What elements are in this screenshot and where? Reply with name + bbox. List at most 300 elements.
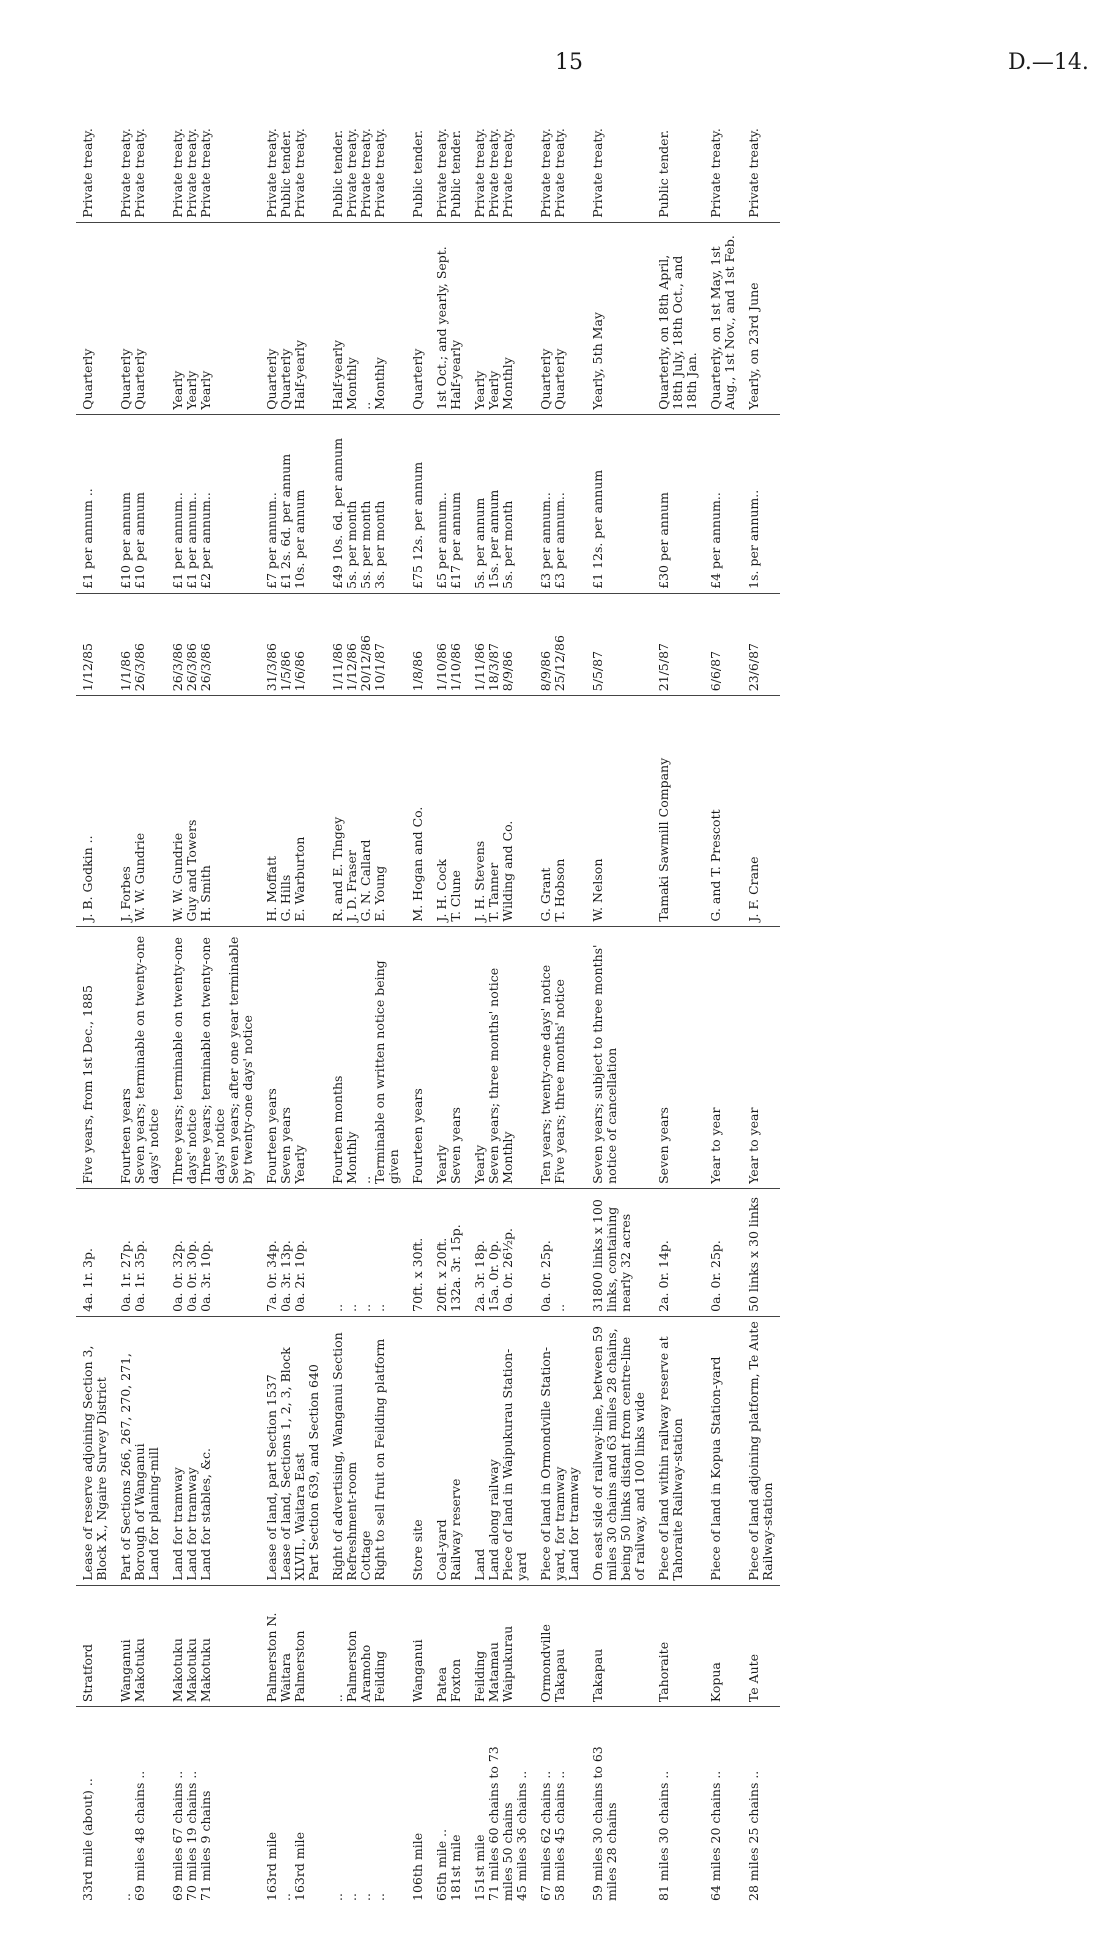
disposal-cell (652, 75, 704, 222)
rent-cell (742, 414, 780, 593)
term-cell-line: Monthly (500, 1131, 515, 1184)
rent-cell-line: £3 per annum.. (538, 492, 553, 589)
term-cell-line: Yearly (472, 1144, 487, 1184)
lessee-cell-line: T. Hobson (552, 858, 567, 922)
disposal-cell (326, 75, 406, 222)
location-cell-line: 64 miles 20 chains .. (708, 1770, 723, 1901)
date-cell (166, 593, 260, 695)
payment-cell (534, 222, 586, 414)
location-cell-line: 71 miles 9 chains (198, 1790, 213, 1901)
lessee-cell (468, 696, 534, 926)
lessee-cell-line: G. Grant (538, 867, 553, 922)
rent-cell-line: £2 per annum.. (198, 492, 213, 589)
location-cell (260, 1707, 326, 1905)
disposal-cell-line: Private treaty. (372, 128, 387, 218)
area-cell-line: 20ft. x 20ft. (434, 1237, 449, 1312)
area-cell-line: 0a. 0r. 25p. (538, 1240, 553, 1312)
date-cell-line: 1/12/86 (344, 643, 359, 692)
rent-cell (586, 414, 652, 593)
term-cell (114, 926, 166, 1188)
disposal-cell-line: Private treaty. (708, 128, 723, 218)
rent-cell-line: 5s. per month (344, 500, 359, 589)
description-cell (534, 1316, 586, 1585)
lessee-cell-line: Wilding and Co. (500, 820, 515, 922)
lessee-cell (534, 696, 586, 926)
lessee-cell (430, 696, 468, 926)
description-cell-line: Piece of land within railway reserve at Tahoraite Railway-station (656, 1336, 685, 1581)
rent-cell-line: 10s. per annum (292, 489, 307, 589)
area-cell (586, 1188, 652, 1316)
table-row (76, 75, 114, 1905)
payment-cell (260, 222, 326, 414)
lessee-cell-line: J. F. Crane (746, 856, 761, 922)
location-cell-line: .. (118, 1893, 133, 1901)
description-cell (430, 1316, 468, 1585)
lessee-cell (326, 696, 406, 926)
rent-cell-line: 3s. per month (372, 500, 387, 589)
payment-cell-line: Half-yearly (330, 339, 345, 410)
disposal-cell (704, 75, 742, 222)
station-cell-line: Palmerston (292, 1630, 307, 1703)
payment-cell-line: Quarterly (80, 348, 95, 410)
date-cell-line: 1/1/86 (118, 650, 133, 692)
table-row (742, 75, 780, 1905)
area-cell-line: 70ft. x 30ft. (410, 1237, 425, 1312)
lessee-cell (704, 696, 742, 926)
payment-cell-line: Half-yearly (292, 339, 307, 410)
disposal-cell (534, 75, 586, 222)
location-cell-line: 151st mile (472, 1834, 487, 1901)
table-row (468, 75, 534, 1905)
station-cell-line: Foxton (448, 1658, 463, 1703)
area-cell-line: 50 links x 30 links (746, 1197, 761, 1312)
location-cell (326, 1707, 406, 1905)
station-cell-line: Feilding (472, 1650, 487, 1703)
payment-cell (166, 222, 260, 414)
description-cell-line: Land for tramway (184, 1467, 199, 1581)
disposal-cell (260, 75, 326, 222)
location-cell (76, 1707, 114, 1905)
date-cell-line: 1/10/86 (448, 643, 463, 692)
disposal-cell-line: Public tender. (410, 129, 425, 218)
location-cell-line: 33rd mile (about) .. (80, 1778, 95, 1901)
date-cell-line: 1/11/86 (472, 643, 487, 692)
disposal-cell (586, 75, 652, 222)
area-cell (260, 1188, 326, 1316)
location-cell (534, 1707, 586, 1905)
table-body (76, 75, 780, 1905)
lessee-cell (114, 696, 166, 926)
area-cell-line: 0a. 2r. 10p. (292, 1240, 307, 1312)
rent-cell-line: £4 per annum.. (708, 492, 723, 589)
lessee-cell (652, 696, 704, 926)
date-cell (326, 593, 406, 695)
payment-cell-line: Quarterly (278, 348, 293, 410)
payment-cell-line: Monthly (344, 357, 359, 410)
disposal-cell-line: Private treaty. (132, 128, 147, 218)
term-cell-line: Seven years; terminable on twenty-one days' notice (132, 935, 161, 1184)
area-cell-line: 0a. 0r. 25p. (708, 1240, 723, 1312)
payment-cell (586, 222, 652, 414)
area-cell-line: 0a. 1r. 27p. (118, 1240, 133, 1312)
location-cell-line: .. (330, 1893, 345, 1901)
rent-cell (468, 414, 534, 593)
description-cell (166, 1316, 260, 1585)
term-cell (586, 926, 652, 1188)
description-cell-line: Land for planing-mill (146, 1447, 161, 1581)
disposal-cell-line: Private treaty. (292, 128, 307, 218)
term-cell-line: Seven years; after one year terminable by twenty-one days' notice (226, 936, 255, 1184)
disposal-cell-line: Private treaty. (538, 128, 553, 218)
page-reference: D.—14. (1008, 50, 1089, 75)
term-cell (652, 926, 704, 1188)
location-cell (406, 1707, 430, 1905)
date-cell (406, 593, 430, 695)
term-cell-line: Seven years; subject to three months' notice of cancellation (590, 944, 619, 1184)
rent-cell-line: 5s. per annum (472, 497, 487, 589)
table-row (652, 75, 704, 1905)
lessee-cell-line: T. Clune (448, 870, 463, 922)
term-cell-line: Seven years (278, 1107, 293, 1184)
page-number: 15 (555, 50, 583, 75)
station-cell (430, 1585, 468, 1707)
rent-cell-line: £49 10s. 6d. per annum (330, 438, 345, 589)
rent-cell-line: 5s. per month (358, 500, 373, 589)
date-cell-line: 25/12/86 (552, 635, 567, 692)
description-cell-line: Lease of land, part Section 1537 (264, 1374, 279, 1581)
term-cell-line: Three years; terminable on twenty-one days' notice (170, 937, 199, 1184)
lessee-cell-line: Guy and Towers (184, 819, 199, 922)
lessee-cell-line: E. Young (372, 865, 387, 922)
disposal-cell-line: Private treaty. (264, 128, 279, 218)
payment-cell-line: Half-yearly (448, 339, 463, 410)
date-cell (704, 593, 742, 695)
location-cell-line: 106th mile (410, 1832, 425, 1901)
location-cell-line: 163rd mile (292, 1831, 307, 1901)
station-cell-line: Makotuku (184, 1638, 199, 1703)
date-cell-line: 26/3/86 (170, 643, 185, 692)
station-cell (468, 1585, 534, 1707)
date-cell-line: 21/5/87 (656, 643, 671, 692)
description-cell-line: Railway reserve (448, 1478, 463, 1581)
area-cell-line: 0a. 3r. 13p. (278, 1240, 293, 1312)
term-cell-line: Ten years; twenty-one days' notice (538, 964, 553, 1184)
rent-cell-line: 1s. per annum.. (746, 489, 761, 589)
term-cell-line: Five years; three months' notice (552, 979, 567, 1184)
description-cell-line: Lease of reserve adjoining Section 3, Block X., Ngaire Survey District (80, 1345, 109, 1581)
term-cell (406, 926, 430, 1188)
location-cell (742, 1707, 780, 1905)
lessee-cell-line: M. Hogan and Co. (410, 806, 425, 922)
rotated-table-container (76, 75, 1112, 1905)
station-cell-line: .. (330, 1694, 345, 1703)
description-cell-line: Lease of land, Sections 1, 2, 3, Block XLVII., Waitara East (278, 1347, 307, 1581)
description-cell-line: Land for tramway (170, 1467, 185, 1581)
disposal-cell (742, 75, 780, 222)
date-cell-line: 26/3/86 (132, 643, 147, 692)
station-cell-line: Tahoraite (656, 1641, 671, 1703)
table-row (586, 75, 652, 1905)
disposal-cell-line: Private treaty. (80, 128, 95, 218)
payment-cell (114, 222, 166, 414)
term-cell-line: Fourteen years (118, 1088, 133, 1184)
area-cell (742, 1188, 780, 1316)
disposal-cell-line: Private treaty. (170, 128, 185, 218)
area-cell-line: 4a. 1r. 3p. (80, 1248, 95, 1312)
lessee-cell-line: E. Warburton (292, 836, 307, 922)
term-cell-line: Three years; terminable on twenty-one days' notice (198, 937, 227, 1184)
rent-cell (406, 414, 430, 593)
rent-cell-line: £1 per annum .. (80, 488, 95, 589)
payment-cell (406, 222, 430, 414)
term-cell (534, 926, 586, 1188)
location-cell-line: 28 miles 25 chains .. (746, 1770, 761, 1901)
term-cell-line: Terminable on written notice being given (372, 960, 401, 1184)
description-cell-line: Refreshment-room (344, 1461, 359, 1581)
disposal-cell (166, 75, 260, 222)
payment-cell-line: Quarterly (118, 348, 133, 410)
term-cell (260, 926, 326, 1188)
term-cell-line: Yearly (434, 1144, 449, 1184)
location-cell (586, 1707, 652, 1905)
disposal-cell-line: Private treaty. (118, 128, 133, 218)
description-cell (76, 1316, 114, 1585)
date-cell-line: 26/3/86 (198, 643, 213, 692)
station-cell (166, 1585, 260, 1707)
term-cell (76, 926, 114, 1188)
disposal-cell-line: Private treaty. (198, 128, 213, 218)
area-cell (534, 1188, 586, 1316)
term-cell-line: Year to year (746, 1107, 761, 1184)
rent-cell-line: £75 12s. per annum (410, 461, 425, 589)
lessee-cell-line: G. and T. Prescott (708, 809, 723, 922)
location-cell (166, 1707, 260, 1905)
area-cell-line: .. (344, 1303, 359, 1312)
term-cell (468, 926, 534, 1188)
station-cell-line: Palmerston (344, 1630, 359, 1703)
station-cell-line: Feilding (372, 1650, 387, 1703)
date-cell-line: 20/12/86 (358, 635, 373, 692)
description-cell (260, 1316, 326, 1585)
disposal-cell (430, 75, 468, 222)
payment-cell (430, 222, 468, 414)
rent-cell (534, 414, 586, 593)
location-cell-line: .. (344, 1893, 359, 1901)
area-cell-line: 2a. 0r. 14p. (656, 1240, 671, 1312)
station-cell (742, 1585, 780, 1707)
date-cell (534, 593, 586, 695)
description-cell-line: Piece of land in Waipukurau Station-yard (500, 1348, 529, 1581)
table-row (260, 75, 326, 1905)
disposal-cell-line: Public tender. (656, 129, 671, 218)
date-cell-line: 1/12/85 (80, 643, 95, 692)
description-cell-line: Right of advertising, Wanganui Section (330, 1332, 345, 1581)
lessee-cell-line: J. B. Godkin .. (80, 835, 95, 922)
area-cell-line: 7a. 0r. 34p. (264, 1240, 279, 1312)
rent-cell-line: 5s. per month (500, 500, 515, 589)
rent-cell-line: £1 12s. per annum (590, 469, 605, 589)
rent-cell-line: £10 per annum (132, 492, 147, 589)
description-cell-line: Store site (410, 1519, 425, 1581)
payment-cell-line: Yearly (170, 370, 185, 410)
payment-cell-line: Monthly (500, 357, 515, 410)
station-cell (326, 1585, 406, 1707)
station-cell-line: Makotuku (170, 1638, 185, 1703)
lessee-cell-line: T. Tanner (486, 862, 501, 922)
lessee-cell-line: J. D. Fraser (344, 850, 359, 922)
area-cell (76, 1188, 114, 1316)
location-cell-line: 81 miles 30 chains .. (656, 1770, 671, 1901)
date-cell (260, 593, 326, 695)
station-cell (586, 1585, 652, 1707)
disposal-cell-line: Private treaty. (184, 128, 199, 218)
area-cell-line: 2a. 3r. 18p. (472, 1240, 487, 1312)
table-row (704, 75, 742, 1905)
rent-cell (114, 414, 166, 593)
lessee-cell-line: R. and E. Tingey (330, 816, 345, 922)
disposal-cell-line: Private treaty. (590, 128, 605, 218)
description-cell-line: Land along railway (486, 1459, 501, 1581)
table-row (114, 75, 166, 1905)
location-cell-line: .. (358, 1893, 373, 1901)
payment-cell-line: Yearly (486, 370, 501, 410)
location-cell (468, 1707, 534, 1905)
location-cell-line: 163rd mile (264, 1831, 279, 1901)
disposal-cell-line: Private treaty. (500, 128, 515, 218)
area-cell-line: .. (358, 1303, 373, 1312)
date-cell-line: 6/6/87 (708, 650, 723, 692)
location-cell-line: 67 miles 62 chains .. (538, 1770, 553, 1901)
disposal-cell-line: Public tender. (278, 129, 293, 218)
area-cell-line: 0a. 3r. 10p. (198, 1240, 213, 1312)
description-cell (742, 1316, 780, 1585)
disposal-cell-line: Public tender. (448, 129, 463, 218)
lessee-cell-line: W. W. Gundrie (170, 832, 185, 922)
disposal-cell-line: Private treaty. (486, 128, 501, 218)
term-cell (430, 926, 468, 1188)
disposal-cell-line: Private treaty. (434, 128, 449, 218)
area-cell (468, 1188, 534, 1316)
payment-cell-line: Yearly, on 23rd June (746, 282, 761, 410)
lessee-cell-line: J. H. Cock (434, 859, 449, 922)
payment-cell-line: Monthly (372, 357, 387, 410)
location-cell-line: 69 miles 67 chains .. (170, 1770, 185, 1901)
rent-cell (76, 414, 114, 593)
station-cell-line: Takapau (590, 1648, 605, 1703)
lessee-cell-line: Tamaki Sawmill Company (656, 757, 671, 922)
description-cell (586, 1316, 652, 1585)
date-cell (652, 593, 704, 695)
disposal-cell-line: Private treaty. (358, 128, 373, 218)
term-cell (166, 926, 260, 1188)
area-cell-line: 0a. 0r. 26½p. (500, 1228, 515, 1312)
term-cell-line: Seven years; three months' notice (486, 967, 501, 1184)
term-cell-line: .. (358, 1175, 373, 1184)
station-cell-line: Waitara (278, 1653, 293, 1703)
area-cell (326, 1188, 406, 1316)
rent-cell-line: £1 2s. 6d. per annum (278, 453, 293, 589)
lessee-cell (76, 696, 114, 926)
payment-cell-line: Quarterly (410, 348, 425, 410)
rent-cell-line: £1 per annum.. (170, 492, 185, 589)
rent-cell-line: £3 per annum.. (552, 492, 567, 589)
description-cell-line: Part of Sections 266, 267, 270, 271, Borough of Wanganui (118, 1352, 147, 1581)
lessee-cell (260, 696, 326, 926)
date-cell-line: 8/9/86 (538, 650, 553, 692)
lessee-cell (586, 696, 652, 926)
station-cell-line: Makotuku (198, 1638, 213, 1703)
station-cell-line: Palmerston N. (264, 1612, 279, 1703)
payment-cell-line: 1st Oct.; and yearly, Sept. (434, 246, 449, 410)
description-cell (406, 1316, 430, 1585)
description-cell-line: Piece of land adjoining platform, Te Aute Railway-station (746, 1321, 775, 1581)
rent-cell-line: £5 per annum.. (434, 492, 449, 589)
rent-cell (260, 414, 326, 593)
date-cell (76, 593, 114, 695)
table-row (406, 75, 430, 1905)
lessee-cell (406, 696, 430, 926)
payment-cell-line: Quarterly (552, 348, 567, 410)
term-cell-line: Fourteen years (264, 1088, 279, 1184)
rent-cell-line: £17 per annum (448, 492, 463, 589)
lessee-cell-line: W. Nelson (590, 858, 605, 922)
payment-cell-line: Yearly (184, 370, 199, 410)
payment-cell-line: Quarterly (264, 348, 279, 410)
area-cell (704, 1188, 742, 1316)
location-cell-line: 65th mile .. (434, 1828, 449, 1901)
term-cell (742, 926, 780, 1188)
description-cell-line: Piece of land in Kopua Station-yard (708, 1356, 723, 1581)
payment-cell-line: Quarterly, on 1st May, 1st Aug., 1st Nov., and 1st Feb. (708, 235, 737, 410)
station-cell-line: Ormondville (538, 1624, 553, 1703)
description-cell-line: Land for tramway (566, 1467, 581, 1581)
date-cell (468, 593, 534, 695)
area-cell (406, 1188, 430, 1316)
rent-cell (430, 414, 468, 593)
description-cell-line: Land (472, 1548, 487, 1581)
location-cell (704, 1707, 742, 1905)
payment-cell (704, 222, 742, 414)
rent-cell-line: £10 per annum (118, 492, 133, 589)
table-row (534, 75, 586, 1905)
station-cell (652, 1585, 704, 1707)
payment-cell-line: Yearly, 5th May (590, 312, 605, 410)
station-cell (260, 1585, 326, 1707)
disposal-cell (406, 75, 430, 222)
station-cell-line: Takapau (552, 1648, 567, 1703)
description-cell-line: Piece of land in Ormondville Station-yard, for tramway (538, 1346, 567, 1581)
date-cell-line: 1/10/86 (434, 643, 449, 692)
location-cell-line: 71 miles 60 chains to 73 miles 50 chains (486, 1746, 515, 1901)
term-cell-line: Five years, from 1st Dec., 1885 (80, 985, 95, 1184)
location-cell-line: 59 miles 30 chains to 63 miles 28 chains (590, 1746, 619, 1901)
date-cell-line: 5/5/87 (590, 650, 605, 692)
disposal-cell-line: Private treaty. (746, 128, 761, 218)
station-cell (704, 1585, 742, 1707)
location-cell (114, 1707, 166, 1905)
rent-cell (326, 414, 406, 593)
rent-cell-line: £1 per annum.. (184, 492, 199, 589)
area-cell-line: 0a. 0r. 32p. (170, 1240, 185, 1312)
rent-cell (704, 414, 742, 593)
station-cell-line: Makotuku (132, 1638, 147, 1703)
description-cell-line: Coal-yard (434, 1519, 449, 1581)
area-cell (430, 1188, 468, 1316)
station-cell (114, 1585, 166, 1707)
term-cell-line: Year to year (708, 1107, 723, 1184)
date-cell-line: 8/9/86 (500, 650, 515, 692)
area-cell-line: 15a. 0r. 0p. (486, 1240, 501, 1312)
